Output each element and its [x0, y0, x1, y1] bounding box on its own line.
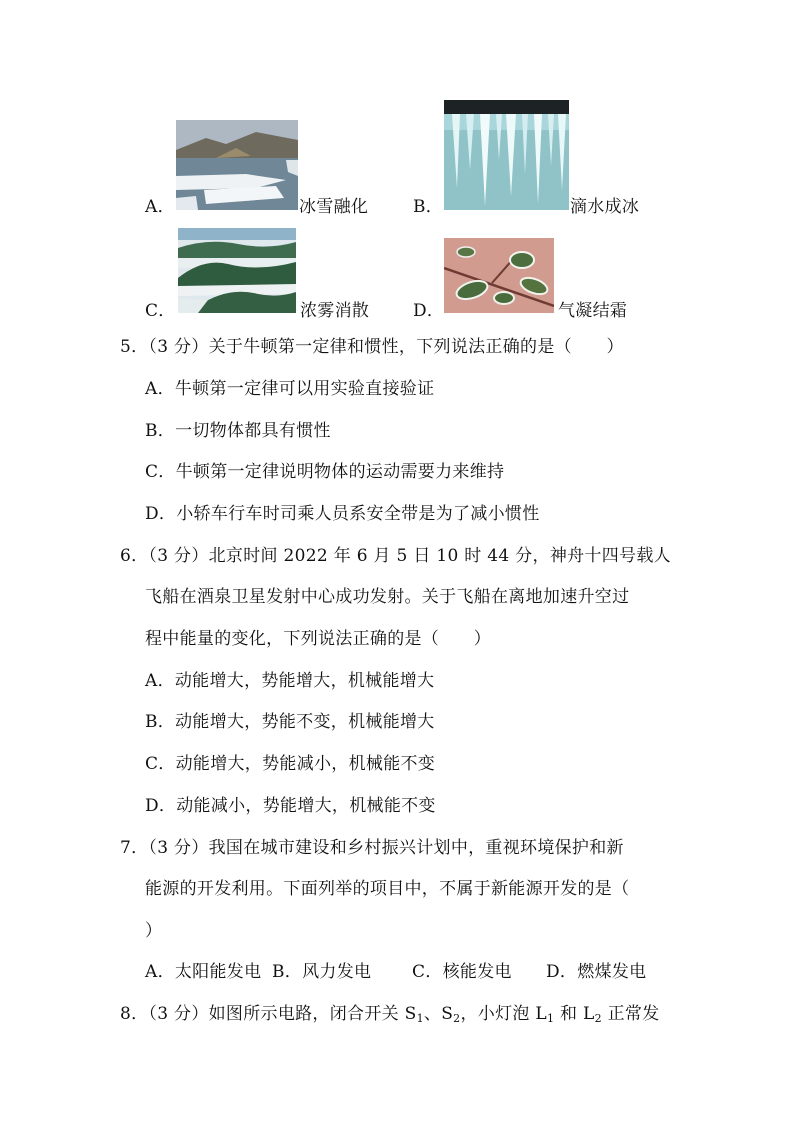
- question-5-stem: 5．（3 分）关于牛顿第一定律和惯性，下列说法正确的是（ ）: [120, 337, 624, 357]
- question-7-option-a: A．太阳能发电: [145, 962, 262, 982]
- question-6-stem-line-2: 飞船在酒泉卫星发射中心成功发射。关于飞船在离地加速升空过: [145, 587, 630, 607]
- subscript-s1: 1: [416, 1012, 424, 1025]
- image-frosted-leaves: [444, 238, 554, 313]
- option-letter-c: C．: [145, 301, 176, 321]
- image-icicles: [444, 100, 569, 210]
- question-8-text-part: 和 L: [554, 1004, 595, 1024]
- image-melting-ice: [176, 120, 298, 210]
- question-7-stem-line-1: 7．（3 分）我国在城市建设和乡村振兴计划中，重视环境保护和新: [120, 838, 624, 858]
- question-6-option-c: C．动能增大，势能减小，机械能不变: [145, 754, 436, 774]
- question-6-option-d: D．动能减小，势能增大，机械能不变: [145, 796, 436, 816]
- question-5-option-a: A．牛顿第一定律可以用实验直接验证: [145, 379, 435, 399]
- question-7-option-c: C．核能发电: [412, 962, 512, 982]
- option-letter-b: B．: [413, 197, 444, 217]
- question-6-stem-line-3: 程中能量的变化，下列说法正确的是（ ）: [145, 629, 491, 649]
- option-caption-c: 浓雾消散: [300, 301, 370, 321]
- question-8-text-part: 、S: [423, 1004, 454, 1024]
- question-8-text-part: 8．（3 分）如图所示电路，闭合开关 S: [120, 1004, 417, 1024]
- question-7-option-b: B．风力发电: [272, 962, 372, 982]
- question-5-option-c: C．牛顿第一定律说明物体的运动需要力来维持: [145, 462, 505, 482]
- question-8-text-part: 正常发: [601, 1004, 660, 1024]
- question-7-option-d: D．燃煤发电: [546, 962, 647, 982]
- option-caption-a: 冰雪融化: [299, 197, 369, 217]
- question-7-stem-line-3: ）: [145, 921, 163, 941]
- question-6-option-a: A．动能增大，势能增大，机械能增大: [145, 671, 435, 691]
- question-7-stem-line-2: 能源的开发利用。下面列举的项目中，不属于新能源开发的是（: [145, 879, 630, 899]
- subscript-l1: 1: [546, 1012, 555, 1025]
- option-caption-b: 滴水成冰: [570, 197, 640, 217]
- option-caption-d: 气凝结霜: [558, 301, 628, 321]
- question-6-option-b: B．动能增大，势能不变，机械能增大: [145, 712, 435, 732]
- question-8-text-part: ，小灯泡 L: [460, 1004, 547, 1024]
- option-letter-a: A．: [145, 197, 175, 217]
- question-5-option-b: B．一切物体都具有惯性: [145, 421, 331, 441]
- question-8-stem-line-1: [120, 1003, 660, 1025]
- option-letter-d: D．: [413, 301, 445, 321]
- subscript-l2: 2: [594, 1012, 602, 1025]
- subscript-s2: 2: [453, 1012, 461, 1025]
- question-6-stem-line-1: 6．（3 分）北京时间 2022 年 6 月 5 日 10 时 44 分，神舟十四号载人: [120, 546, 671, 566]
- image-foggy-mountains: [178, 228, 296, 313]
- question-5-option-d: D．小轿车行车时司乘人员系安全带是为了减小惯性: [145, 504, 540, 524]
